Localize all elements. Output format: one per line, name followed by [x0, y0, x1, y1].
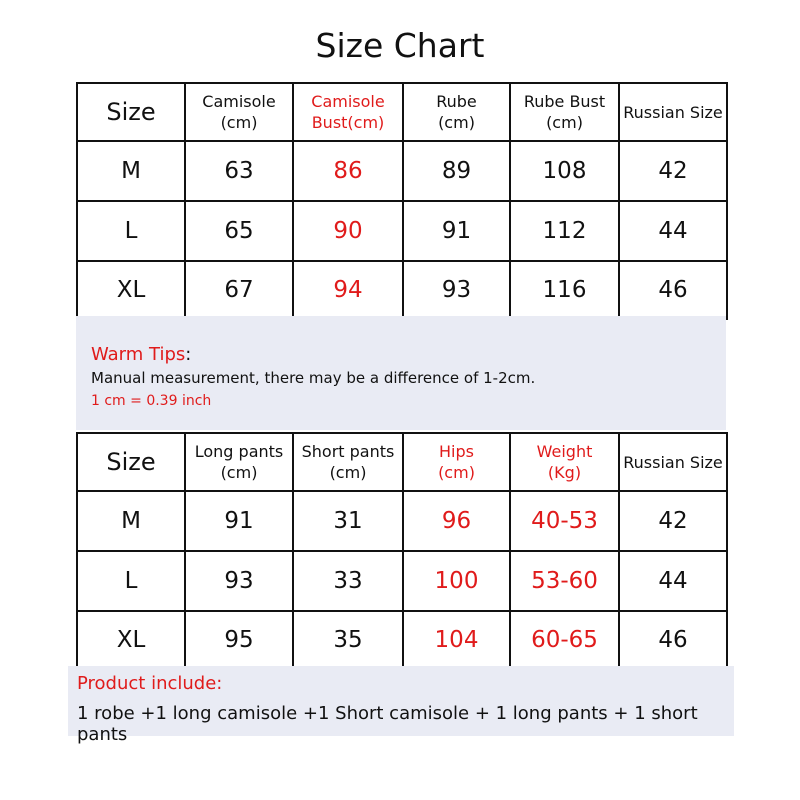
cell-short-pants: 33: [293, 551, 403, 611]
cell-camisole: 65: [185, 201, 293, 261]
cell-camisole-bust: 90: [293, 201, 403, 261]
cell-russian-size: 42: [619, 141, 727, 201]
header-size: Size: [77, 433, 185, 491]
cell-size: M: [77, 491, 185, 551]
cell-long-pants: 93: [185, 551, 293, 611]
cell-russian-size: 44: [619, 201, 727, 261]
top-size-table: [76, 82, 728, 320]
table-row: [77, 611, 727, 669]
cell-rube: 89: [403, 141, 510, 201]
header-long-pants: Long pants (cm): [185, 433, 293, 491]
warm-tips-panel: [76, 316, 726, 430]
cell-hips: 96: [403, 491, 510, 551]
product-include-label: Product include:: [77, 673, 223, 694]
cell-short-pants: 31: [293, 491, 403, 551]
header-hips: Hips (cm): [403, 433, 510, 491]
cell-russian-size: 46: [619, 261, 727, 319]
table-row: [77, 551, 727, 611]
cell-rube-bust: 108: [510, 141, 619, 201]
cell-weight: 60-65: [510, 611, 619, 669]
table-row: [77, 261, 727, 319]
cell-camisole: 63: [185, 141, 293, 201]
bottom-size-table: [76, 432, 728, 670]
warm-tips-colon: :: [185, 344, 192, 365]
header-camisole-bust: Camisole Bust(cm): [293, 83, 403, 141]
cell-rube-bust: 116: [510, 261, 619, 319]
cell-russian-size: 46: [619, 611, 727, 669]
cell-weight: 53-60: [510, 551, 619, 611]
cell-camisole: 67: [185, 261, 293, 319]
header-weight: Weight (Kg): [510, 433, 619, 491]
header-russian-size: Russian Size: [619, 433, 727, 491]
header-short-pants: Short pants (cm): [293, 433, 403, 491]
cell-size: M: [77, 141, 185, 201]
cell-hips: 104: [403, 611, 510, 669]
page-title: Size Chart: [315, 26, 485, 65]
table-row: [77, 141, 727, 201]
cell-russian-size: 44: [619, 551, 727, 611]
cell-weight: 40-53: [510, 491, 619, 551]
table-header-row: [77, 83, 727, 141]
cell-short-pants: 35: [293, 611, 403, 669]
cell-size: L: [77, 201, 185, 261]
header-rube-bust: Rube Bust (cm): [510, 83, 619, 141]
cell-rube-bust: 112: [510, 201, 619, 261]
cell-camisole-bust: 94: [293, 261, 403, 319]
table-row: [77, 491, 727, 551]
product-include-text: 1 robe +1 long camisole +1 Short camisole + 1 long pants + 1 short pants: [77, 703, 698, 745]
product-include-panel: [68, 666, 734, 745]
warm-tips-label: Warm Tips: [91, 344, 186, 365]
header-rube: Rube (cm): [403, 83, 510, 141]
cell-long-pants: 91: [185, 491, 293, 551]
table-header-row: [77, 433, 727, 491]
header-size: Size: [77, 83, 185, 141]
cell-size: XL: [77, 261, 185, 319]
cell-size: XL: [77, 611, 185, 669]
warm-tips-measurement-note: Manual measurement, there may be a difference of 1-2cm.: [91, 369, 536, 387]
cell-rube: 93: [403, 261, 510, 319]
warm-tips-conversion-note: 1 cm = 0.39 inch: [91, 393, 212, 409]
cell-camisole-bust: 86: [293, 141, 403, 201]
cell-long-pants: 95: [185, 611, 293, 669]
cell-hips: 100: [403, 551, 510, 611]
cell-rube: 91: [403, 201, 510, 261]
warm-tips-heading: [91, 344, 191, 365]
table-row: [77, 201, 727, 261]
header-camisole: Camisole (cm): [185, 83, 293, 141]
cell-size: L: [77, 551, 185, 611]
cell-russian-size: 42: [619, 491, 727, 551]
header-russian-size: Russian Size: [619, 83, 727, 141]
